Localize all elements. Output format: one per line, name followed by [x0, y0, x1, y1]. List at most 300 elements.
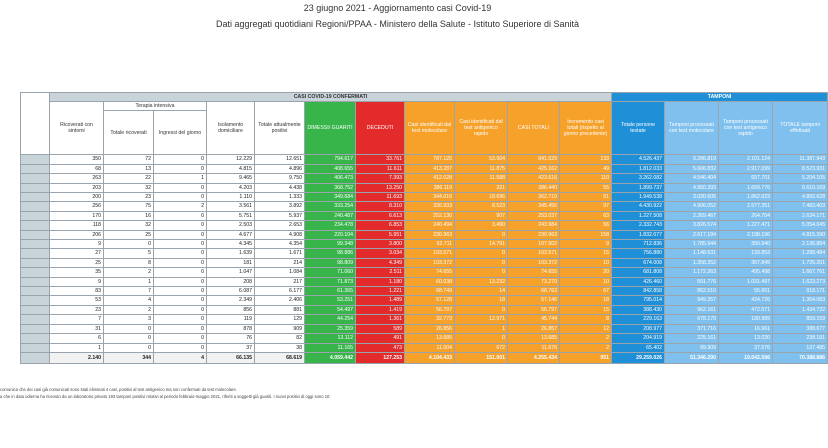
table-cell: 336.933: [405, 202, 455, 211]
table-cell: 4.203: [207, 183, 255, 192]
table-cell: 137.485: [773, 343, 828, 352]
table-cell: 350: [50, 155, 104, 164]
table-cell: 1.288.484: [773, 249, 828, 258]
region-cell: [21, 277, 50, 286]
table-cell: 589: [356, 324, 405, 333]
table-cell: 794.617: [305, 155, 356, 164]
tamponi-molecolare-header: Tamponi processati con test molecolare: [665, 102, 719, 155]
table-cell: 243.984: [508, 221, 560, 230]
table-cell: 12.651: [255, 155, 305, 164]
table-cell: 13: [104, 164, 154, 173]
table-cell: 388.430: [612, 305, 665, 314]
table-cell: 229.163: [612, 315, 665, 324]
table-cell: 68.763: [508, 287, 560, 296]
guariti-header: DIMESSI/ GUARITI: [305, 102, 356, 155]
table-cell: 11.588: [455, 174, 508, 183]
table-cell: 99.348: [305, 240, 356, 249]
table-cell: 0: [154, 268, 207, 277]
table-cell: 1.358.352: [665, 258, 719, 267]
table-row: [21, 240, 828, 249]
table-cell: 413.287: [405, 164, 455, 173]
table-cell: 2.577.351: [719, 202, 773, 211]
table-cell: 53.251: [305, 296, 356, 305]
table-cell: 5.937: [255, 211, 305, 220]
table-row: [21, 155, 828, 164]
table-cell: 5.204.105: [773, 174, 828, 183]
region-cell: [21, 240, 50, 249]
table-cell: 57.128: [405, 296, 455, 305]
table-cell: 907: [455, 211, 508, 220]
table-cell: 16: [104, 211, 154, 220]
table-cell: 75: [104, 202, 154, 211]
table-cell: 1.361: [356, 315, 405, 324]
table-body: [21, 155, 828, 364]
table-cell: 4: [104, 296, 154, 305]
table-cell: 32: [104, 183, 154, 192]
table-cell: 423.616: [508, 174, 560, 183]
table-cell: 0: [154, 211, 207, 220]
region-cell: [21, 296, 50, 305]
table-cell: 473: [356, 343, 405, 352]
table-cell: 4.906.052: [665, 202, 719, 211]
table-cell: 0: [154, 221, 207, 230]
table-cell: 856: [207, 305, 255, 314]
casi-totali-header: CASI TOTALI: [508, 102, 560, 155]
table-cell: 200: [50, 193, 104, 202]
table-cell: 4.546.404: [665, 174, 719, 183]
table-cell: 20: [560, 268, 612, 277]
table-cell: 49: [560, 164, 612, 173]
table-cell: 9: [560, 240, 612, 249]
table-cell: 230.963: [508, 230, 560, 239]
table-cell: 1.031.497: [719, 277, 773, 286]
table-cell: 44.254: [305, 315, 356, 324]
table-row: [21, 315, 828, 324]
table-cell: 0: [104, 324, 154, 333]
table-cell: 26.857: [508, 324, 560, 333]
table-cell: 0: [154, 164, 207, 173]
table-cell: 170: [50, 211, 104, 220]
table-cell: 8.310: [356, 202, 405, 211]
table-cell: 74.655: [405, 268, 455, 277]
table-cell: 0: [154, 240, 207, 249]
table-cell: 1.899.737: [612, 183, 665, 192]
table-cell: 264.704: [719, 211, 773, 220]
table-cell: 25: [50, 258, 104, 267]
table-cell: 4.345: [207, 240, 255, 249]
table-cell: 1.333: [255, 193, 305, 202]
region-cell: [21, 352, 50, 363]
table-cell: 4.526.437: [612, 155, 665, 164]
table-cell: 878: [207, 324, 255, 333]
table-cell: 1.084: [255, 268, 305, 277]
table-cell: 495.498: [719, 268, 773, 277]
table-cell: 678.170: [665, 315, 719, 324]
table-cell: 0: [154, 155, 207, 164]
table-cell: 2.653: [255, 221, 305, 230]
region-cell: [21, 230, 50, 239]
table-cell: 31: [50, 324, 104, 333]
page-subtitle: Dati aggregati quotidiani Regioni/PPAA - Ministero della Salute - Istituto Superiore di Sanità: [215, 19, 580, 29]
table-cell: 386.119: [405, 183, 455, 192]
table-cell: 14: [455, 287, 508, 296]
table-cell: 4.354: [255, 240, 305, 249]
table-cell: 3.030.605: [665, 193, 719, 202]
table-row: [21, 202, 828, 211]
tamponi-totale-header: TOTALE tamponi effettuati: [773, 102, 828, 155]
table-cell: 234.478: [305, 221, 356, 230]
table-cell: 35: [50, 268, 104, 277]
total-cell: 4.104.433: [405, 352, 455, 363]
table-cell: 672: [455, 343, 508, 352]
table-row: [21, 193, 828, 202]
table-cell: 4.430.922: [612, 202, 665, 211]
table-cell: 61.365: [305, 287, 356, 296]
table-cell: 72: [104, 155, 154, 164]
table-cell: 3.892: [255, 202, 305, 211]
table-cell: 0: [154, 343, 207, 352]
table-cell: 9: [50, 277, 104, 286]
table-cell: 15: [560, 305, 612, 314]
total-cell: 4: [154, 352, 207, 363]
table-cell: 881: [255, 305, 305, 314]
table-cell: 56.797: [508, 305, 560, 314]
table-row: [21, 305, 828, 314]
table-cell: 11.693: [356, 193, 405, 202]
table-cell: 787.125: [405, 155, 455, 164]
table-cell: 1.221: [356, 287, 405, 296]
total-cell: 19.042.596: [719, 352, 773, 363]
table-cell: 4.815: [207, 164, 255, 173]
table-cell: 0: [455, 334, 508, 343]
table-cell: 53: [50, 296, 104, 305]
table-cell: 12: [560, 324, 612, 333]
table-cell: 388.677: [773, 324, 828, 333]
table-cell: 859.159: [773, 315, 828, 324]
table-cell: 37: [207, 343, 255, 352]
table-cell: 11.004: [405, 343, 455, 352]
table-cell: 0: [154, 230, 207, 239]
table-cell: 3: [104, 315, 154, 324]
table-cell: 2.634.171: [773, 211, 828, 220]
covid-data-table: [20, 92, 828, 364]
table-cell: 129: [255, 315, 305, 324]
table-cell: 37.576: [719, 343, 773, 352]
table-cell: 1.180: [356, 277, 405, 286]
ti-ingressi-header: Ingressi del giorno: [154, 111, 207, 155]
table-cell: 68.749: [405, 287, 455, 296]
table-cell: 16.961: [719, 324, 773, 333]
table-cell: 6.177: [255, 287, 305, 296]
table-cell: 1.148.631: [665, 249, 719, 258]
table-cell: 3.490: [455, 221, 508, 230]
table-cell: 11.165: [305, 343, 356, 352]
table-cell: 14.791: [455, 240, 508, 249]
table-cell: 425.162: [508, 164, 560, 173]
table-cell: 2: [560, 343, 612, 352]
table-cell: 74.655: [508, 268, 560, 277]
table-cell: 6: [50, 334, 104, 343]
table-row: [21, 296, 828, 305]
table-cell: 408.655: [305, 164, 356, 173]
table-cell: 2: [104, 268, 154, 277]
table-cell: 841.029: [508, 155, 560, 164]
table-cell: 0: [154, 183, 207, 192]
table-cell: 11.875: [455, 164, 508, 173]
footnote-2: a che in data odierna ha ricevuto da un laboratorio privato 193 tamponi positivi relativi al periodo febbraio-maggio 2021, riferiti a soggetti già guariti. I nuovi positivi di oggi sono 10.: [0, 394, 331, 399]
table-cell: 2.198.196: [719, 230, 773, 239]
table-cell: 18.696: [455, 193, 508, 202]
table-cell: 0: [104, 343, 154, 352]
table-cell: 71.060: [305, 268, 356, 277]
table-cell: 8.523.931: [773, 164, 828, 173]
table-cell: 1.639: [207, 249, 255, 258]
table-cell: 333.254: [305, 202, 356, 211]
table-cell: 0: [154, 296, 207, 305]
table-cell: 9.750: [255, 174, 305, 183]
region-cell: [21, 211, 50, 220]
table-row: [21, 183, 828, 192]
table-cell: 60.038: [405, 277, 455, 286]
table-row: [21, 277, 828, 286]
table-cell: 240.487: [305, 211, 356, 220]
table-cell: 240.494: [405, 221, 455, 230]
table-cell: 230.963: [405, 230, 455, 239]
table-cell: 13.250: [356, 183, 405, 192]
table-cell: 11.676: [508, 343, 560, 352]
table-cell: 11.611: [356, 164, 405, 173]
table-cell: 119: [207, 315, 255, 324]
incremento-header: Incremento casi totali (rispetto al giorno precedente): [560, 102, 612, 155]
table-cell: 263: [50, 174, 104, 183]
test-molecolare-header: Casi identificati dal test molecolare: [405, 102, 455, 155]
table-cell: 32.773: [405, 315, 455, 324]
ricoverati-header: Ricoverati con sintomi: [50, 102, 104, 155]
table-cell: 1: [50, 343, 104, 352]
table-cell: 217: [255, 277, 305, 286]
table-cell: 13.685: [508, 334, 560, 343]
total-cell: 2.140: [50, 352, 104, 363]
region-cell: [21, 155, 50, 164]
table-cell: 1: [455, 324, 508, 333]
total-cell: 68.619: [255, 352, 305, 363]
table-cell: 13.685: [405, 334, 455, 343]
isolamento-header: Isolamento domiciliare: [207, 102, 255, 155]
total-cell: 951: [560, 352, 612, 363]
table-cell: 842.858: [612, 287, 665, 296]
table-cell: 180.989: [719, 315, 773, 324]
table-cell: 7: [50, 315, 104, 324]
table-row: [21, 230, 828, 239]
table-cell: 0: [455, 230, 508, 239]
table-cell: 1.419: [356, 305, 405, 314]
terapia-intensiva-header: Terapia intensiva: [104, 102, 207, 111]
table-cell: 4.438: [255, 183, 305, 192]
total-cell: 344: [104, 352, 154, 363]
table-cell: 8: [104, 258, 154, 267]
table-cell: 3.034: [356, 249, 405, 258]
table-cell: 225.161: [665, 334, 719, 343]
table-cell: 9.465: [207, 174, 255, 183]
region-cell: [21, 287, 50, 296]
table-cell: 3.826.574: [665, 221, 719, 230]
table-row: [21, 174, 828, 183]
table-cell: 12.971: [455, 315, 508, 324]
table-cell: 110: [560, 174, 612, 183]
table-cell: 362.710: [508, 193, 560, 202]
total-cell: 51.346.290: [665, 352, 719, 363]
table-cell: 158: [560, 230, 612, 239]
table-cell: 0: [154, 305, 207, 314]
table-cell: 591.776: [665, 277, 719, 286]
table-cell: 0: [154, 334, 207, 343]
table-cell: 345.456: [508, 202, 560, 211]
table-cell: 71.873: [305, 277, 356, 286]
table-cell: 8.523: [455, 202, 508, 211]
table-cell: 33.761: [356, 155, 405, 164]
table-cell: 56.797: [405, 305, 455, 314]
table-cell: 795.014: [612, 296, 665, 305]
table-cell: 18: [455, 296, 508, 305]
table-cell: 6.610.169: [773, 183, 828, 192]
table-cell: 13.030: [719, 334, 773, 343]
table-cell: 0: [104, 334, 154, 343]
table-cell: 208: [207, 277, 255, 286]
table-cell: 23: [50, 305, 104, 314]
table-cell: 103.571: [405, 249, 455, 258]
table-cell: 10: [560, 258, 612, 267]
table-row: [21, 221, 828, 230]
table-cell: 909: [255, 324, 305, 333]
region-cell: [21, 268, 50, 277]
table-cell: 4.677: [207, 230, 255, 239]
total-cell: 29.259.026: [612, 352, 665, 363]
table-cell: 7: [104, 287, 154, 296]
table-cell: 4.950.393: [665, 183, 719, 192]
table-cell: 4.349: [356, 258, 405, 267]
table-cell: 23: [104, 193, 154, 202]
region-cell: [21, 334, 50, 343]
table-cell: 2.503: [207, 221, 255, 230]
table-cell: 0: [455, 249, 508, 258]
deceduti-header: DECEDUTI: [356, 102, 405, 155]
table-cell: 2.101.124: [719, 155, 773, 164]
table-cell: 13.112: [305, 334, 356, 343]
table-cell: 5.751: [207, 211, 255, 220]
table-row: [21, 334, 828, 343]
table-cell: 1.364.083: [773, 296, 828, 305]
table-cell: 208.977: [612, 324, 665, 333]
table-cell: 8: [560, 315, 612, 324]
region-cell: [21, 193, 50, 202]
table-row: [21, 249, 828, 258]
table-cell: 1.659.776: [719, 183, 773, 192]
total-cell: 4.059.442: [305, 352, 356, 363]
table-cell: 7.483.403: [773, 202, 828, 211]
table-cell: 1.667.761: [773, 268, 828, 277]
region-cell: [21, 305, 50, 314]
table-cell: 1.832.077: [612, 230, 665, 239]
table-cell: 57.146: [508, 296, 560, 305]
table-cell: 2.917.099: [719, 164, 773, 173]
table-cell: 712.836: [612, 240, 665, 249]
table-cell: 22: [104, 174, 154, 183]
table-row: [21, 268, 828, 277]
table-cell: 368.752: [305, 183, 356, 192]
table-cell: 5: [104, 249, 154, 258]
table-cell: 133: [560, 155, 612, 164]
table-cell: 5.951: [356, 230, 405, 239]
table-cell: 674.008: [612, 258, 665, 267]
totals-row: [21, 352, 828, 363]
table-cell: 949.357: [665, 296, 719, 305]
table-cell: 3.800: [356, 240, 405, 249]
table-cell: 98.809: [305, 258, 356, 267]
table-cell: 25: [104, 230, 154, 239]
table-cell: 1.623.273: [773, 277, 828, 286]
table-cell: 5.054.045: [773, 221, 828, 230]
table-cell: 1.949.538: [612, 193, 665, 202]
table-row: [21, 164, 828, 173]
total-cell: 66.135: [207, 352, 255, 363]
table-cell: 97: [560, 202, 612, 211]
total-cell: 70.388.886: [773, 352, 828, 363]
table-cell: 424.726: [719, 296, 773, 305]
test-antigenico-header: Casi identificati dal test antigenico rapido: [455, 102, 508, 155]
region-cell: [21, 258, 50, 267]
table-cell: 681.808: [612, 268, 665, 277]
table-cell: 412.028: [405, 174, 455, 183]
table-cell: 73.270: [508, 277, 560, 286]
table-row: [21, 258, 828, 267]
total-cell: 151.001: [455, 352, 508, 363]
table-cell: 65.402: [612, 343, 665, 352]
table-cell: 2.406: [255, 296, 305, 305]
table-cell: 10: [560, 277, 612, 286]
table-cell: 1.227.471: [719, 221, 773, 230]
table-cell: 6.613: [356, 211, 405, 220]
tamponi-group-header: TAMPONI: [612, 93, 828, 102]
table-cell: 15: [560, 249, 612, 258]
persone-testate-header: Totale persone testate: [612, 102, 665, 155]
table-cell: 0: [154, 249, 207, 258]
table-cell: 27: [50, 249, 104, 258]
footnote-1: comunica che dei casi già comunicati sono stati eliminati 4 casi, positivi al test antigenico ma non confermati da test molecolare.: [0, 387, 237, 392]
table-cell: 4.892.628: [773, 193, 828, 202]
table-cell: 4.908: [255, 230, 305, 239]
table-row: [21, 324, 828, 333]
table-cell: 53.904: [455, 155, 508, 164]
region-cell: [21, 221, 50, 230]
table-cell: 82: [255, 334, 305, 343]
table-cell: 4.896: [255, 164, 305, 173]
table-cell: 3.561: [207, 202, 255, 211]
table-cell: 204.919: [612, 334, 665, 343]
table-cell: 256: [50, 202, 104, 211]
table-cell: 386.440: [508, 183, 560, 192]
table-cell: 862.510: [665, 287, 719, 296]
table-cell: 0: [154, 315, 207, 324]
table-cell: 350.940: [719, 240, 773, 249]
table-cell: 7.393: [356, 174, 405, 183]
table-cell: 1.785.944: [665, 240, 719, 249]
table-cell: 657.701: [719, 174, 773, 183]
table-cell: 2.136.884: [773, 240, 828, 249]
table-cell: 0: [154, 193, 207, 202]
table-cell: 406.473: [305, 174, 356, 183]
total-cell: 127.253: [356, 352, 405, 363]
table-cell: 1.812.033: [612, 164, 665, 173]
